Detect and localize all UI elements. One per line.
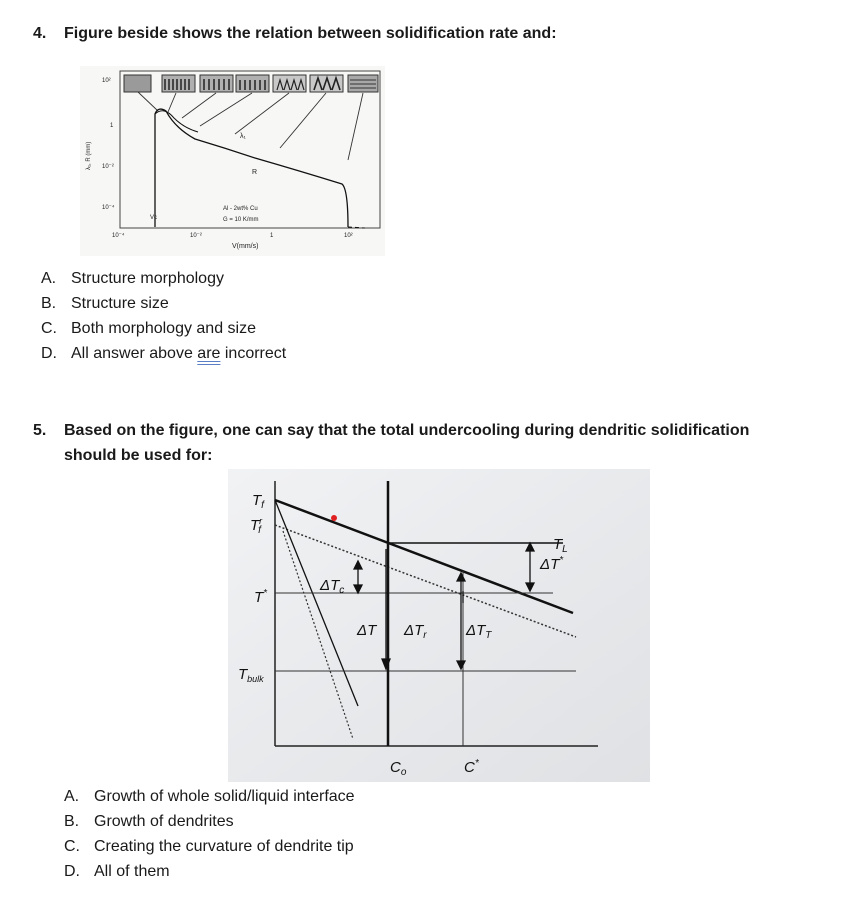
x-axis-label: V(mm/s) bbox=[232, 243, 259, 250]
option-4d[interactable] bbox=[41, 341, 461, 366]
thumb-cellular-1 bbox=[162, 75, 195, 92]
option-text: All of them bbox=[94, 863, 170, 880]
question-5-options bbox=[64, 784, 484, 884]
option-5c[interactable] bbox=[64, 834, 484, 859]
r-label: R bbox=[252, 169, 258, 176]
alloy-label: Al - 2wt% Cu bbox=[223, 206, 258, 212]
question-5-number: 5. bbox=[33, 422, 47, 439]
grammar-mark: are bbox=[197, 345, 221, 362]
x-tick: 1 bbox=[270, 233, 274, 239]
question-4 bbox=[33, 22, 833, 46]
option-letter: D. bbox=[64, 863, 80, 880]
vc-label: Vc bbox=[150, 215, 158, 221]
option-5a[interactable] bbox=[64, 784, 484, 809]
y-tick: 10⁻⁴ bbox=[102, 205, 115, 211]
figure-undercooling bbox=[228, 469, 650, 782]
label-cstar: C* bbox=[464, 758, 479, 776]
question-4-number: 4. bbox=[33, 25, 47, 42]
label-tstar: T* bbox=[254, 588, 268, 606]
option-text: Growth of whole solid/liquid interface bbox=[94, 788, 355, 805]
option-text: Structure size bbox=[71, 295, 169, 312]
option-text-start: All answer above bbox=[71, 345, 198, 362]
option-4c[interactable] bbox=[41, 316, 461, 341]
x-tick: 10⁻² bbox=[190, 233, 202, 239]
question-4-text: Figure beside shows the relation between solidification rate and: bbox=[64, 25, 557, 42]
option-letter: A. bbox=[64, 788, 80, 805]
option-letter: D. bbox=[41, 345, 57, 362]
option-letter: B. bbox=[41, 295, 57, 312]
microstructure-thumbnails bbox=[124, 75, 378, 92]
label-tf: $T_f$ bbox=[252, 492, 264, 511]
label-tbulk: $T_{bulk}$ bbox=[238, 666, 264, 684]
x-tick: 10⁻⁴ bbox=[112, 233, 125, 239]
thumb-cellular-3 bbox=[236, 75, 269, 92]
thumb-planar bbox=[124, 75, 151, 92]
option-5d[interactable] bbox=[64, 859, 484, 884]
undercooling-diagram bbox=[228, 469, 650, 782]
label-dtc: $\Delta T_c$ bbox=[320, 577, 345, 596]
option-4a[interactable] bbox=[41, 266, 461, 291]
option-letter: C. bbox=[64, 838, 80, 855]
label-tf-r: $T^r$ f bbox=[250, 516, 263, 536]
option-text bbox=[71, 341, 286, 366]
y-tick: 10² bbox=[102, 78, 111, 84]
thumb-cellular-2 bbox=[200, 75, 233, 92]
gradient-label: G = 10 K/mm bbox=[223, 217, 259, 223]
red-marker-dot bbox=[331, 515, 337, 521]
option-letter: A. bbox=[41, 270, 57, 287]
label-dtt: $\Delta T_T$ bbox=[466, 622, 492, 641]
option-text: Growth of dendrites bbox=[94, 813, 234, 830]
label-co: $C_o$ bbox=[390, 759, 407, 778]
option-text-end: incorrect bbox=[220, 345, 287, 362]
x-tick: 10² bbox=[344, 233, 353, 239]
question-4-options bbox=[41, 266, 461, 366]
label-dtstar: ΔT* bbox=[540, 555, 564, 573]
label-tl: $T_L$ bbox=[553, 536, 568, 555]
solidification-chart bbox=[80, 66, 385, 256]
question-5-line-1: Based on the figure, one can say that the total undercooling during dendritic solidification bbox=[64, 422, 750, 439]
question-5 bbox=[33, 419, 853, 469]
photo-background bbox=[228, 469, 650, 782]
option-letter: C. bbox=[41, 320, 57, 337]
y-tick: 10⁻² bbox=[102, 164, 114, 170]
option-text: Structure morphology bbox=[71, 270, 224, 287]
label-dt: ΔT bbox=[357, 622, 377, 639]
option-text: Creating the curvature of dendrite tip bbox=[94, 838, 354, 855]
option-letter: B. bbox=[64, 813, 80, 830]
option-5b[interactable] bbox=[64, 809, 484, 834]
figure-solidification-rate bbox=[80, 66, 385, 256]
lambda-label: λ₁ bbox=[240, 133, 246, 140]
option-4b[interactable] bbox=[41, 291, 461, 316]
question-5-line-2: should be used for: bbox=[64, 447, 213, 464]
option-text: Both morphology and size bbox=[71, 320, 256, 337]
y-axis-label: λ₁, R (mm) bbox=[86, 141, 92, 170]
label-dtr: $\Delta T_r$ bbox=[404, 622, 427, 641]
y-tick: 1 bbox=[110, 123, 114, 129]
